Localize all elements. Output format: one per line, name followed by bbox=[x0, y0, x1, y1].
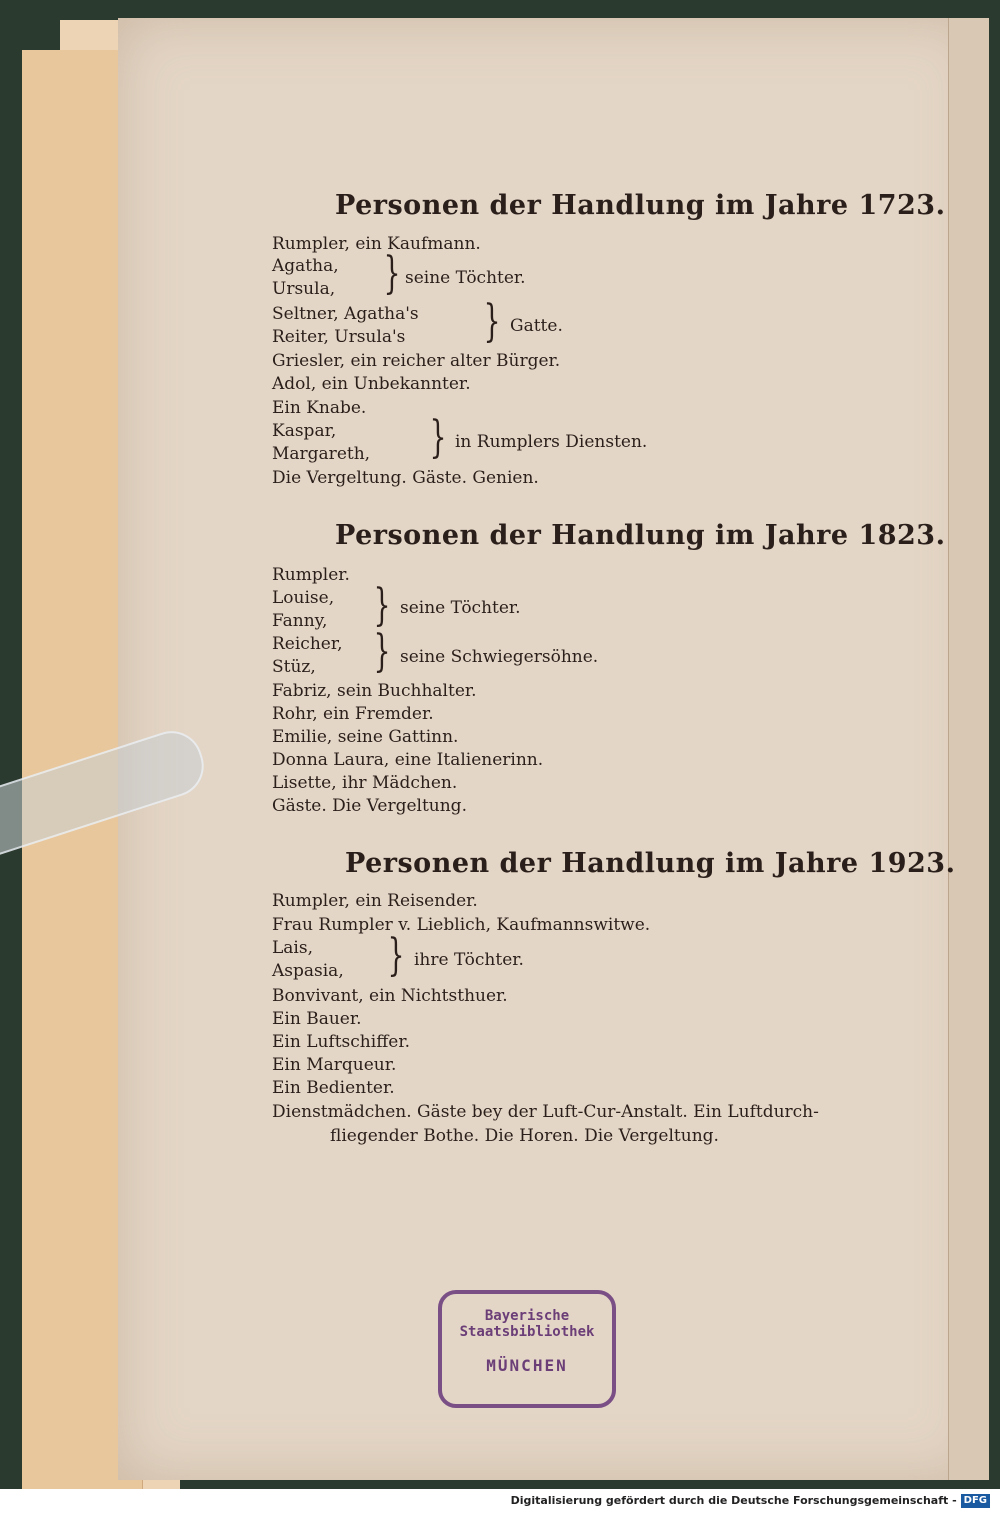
cast-line: Lais, bbox=[272, 938, 313, 958]
cast-line: Fabriz, sein Buchhalter. bbox=[272, 681, 477, 701]
brace: } bbox=[387, 930, 405, 981]
cast-line: Frau Rumpler v. Lieblich, Kaufmannswitwe. bbox=[272, 915, 651, 935]
cast-line: Gäste. Die Vergeltung. bbox=[272, 796, 467, 816]
cast-line: Seltner, Agatha's bbox=[272, 304, 419, 324]
cast-line: Ein Luftschiffer. bbox=[272, 1032, 410, 1052]
cast-line: Stüz, bbox=[272, 657, 316, 677]
cast-line: Kaspar, bbox=[272, 421, 337, 441]
book-page bbox=[118, 18, 980, 1480]
cast-line: Aspasia, bbox=[272, 961, 344, 981]
section-title-1923: Personen der Handlung im Jahre 1923. bbox=[345, 848, 956, 879]
section-title-1723: Personen der Handlung im Jahre 1723. bbox=[335, 190, 946, 221]
cast-line: Dienstmädchen. Gäste bey der Luft-Cur-Anstalt. Ein Luftdurch- bbox=[272, 1102, 819, 1122]
cast-line: Ein Bedienter. bbox=[272, 1078, 395, 1098]
brace: } bbox=[383, 248, 401, 299]
cast-line: Ein Knabe. bbox=[272, 398, 367, 418]
footer-text: Digitalisierung gefördert durch die Deutsche Forschungsgemeinschaft - bbox=[510, 1494, 957, 1507]
brace-label: ihre Töchter. bbox=[414, 950, 524, 970]
cast-line: Agatha, bbox=[272, 256, 339, 276]
cast-line: Rumpler. bbox=[272, 565, 350, 585]
brace: } bbox=[483, 296, 501, 347]
cast-line: Griesler, ein reicher alter Bürger. bbox=[272, 351, 561, 371]
cast-line: Rohr, ein Fremder. bbox=[272, 704, 434, 724]
brace-label: seine Töchter. bbox=[405, 268, 526, 288]
cast-line: Louise, bbox=[272, 588, 335, 608]
cast-line: fliegender Bothe. Die Horen. Die Vergeltung. bbox=[330, 1126, 719, 1146]
brace-label: Gatte. bbox=[510, 316, 563, 336]
section-title-1823: Personen der Handlung im Jahre 1823. bbox=[335, 520, 946, 551]
cast-line: Emilie, seine Gattinn. bbox=[272, 727, 459, 747]
page-edge bbox=[948, 18, 989, 1480]
brace: } bbox=[373, 626, 391, 677]
stamp-line: Staatsbibliothek bbox=[459, 1324, 595, 1340]
stamp-line: Bayerische bbox=[484, 1308, 570, 1324]
cast-line: Adol, ein Unbekannter. bbox=[272, 374, 471, 394]
cast-line: Ein Marqueur. bbox=[272, 1055, 397, 1075]
cast-line: Ein Bauer. bbox=[272, 1009, 362, 1029]
footer bbox=[0, 1489, 1000, 1513]
brace: } bbox=[429, 412, 447, 463]
cast-line: Reicher, bbox=[272, 634, 343, 654]
dfg-logo: DFG bbox=[961, 1494, 990, 1508]
cast-line: Margareth, bbox=[272, 444, 371, 464]
cast-line: Fanny, bbox=[272, 611, 328, 631]
library-stamp bbox=[438, 1290, 616, 1408]
cast-line: Reiter, Ursula's bbox=[272, 327, 406, 347]
cast-line: Lisette, ihr Mädchen. bbox=[272, 773, 458, 793]
brace-label: seine Schwiegersöhne. bbox=[400, 647, 599, 667]
brace-label: seine Töchter. bbox=[400, 598, 521, 618]
cast-line: Rumpler, ein Kaufmann. bbox=[272, 234, 481, 254]
cast-line: Rumpler, ein Reisender. bbox=[272, 891, 478, 911]
cast-line: Bonvivant, ein Nichtsthuer. bbox=[272, 986, 508, 1006]
brace-label: in Rumplers Diensten. bbox=[455, 432, 648, 452]
cast-line: Die Vergeltung. Gäste. Genien. bbox=[272, 468, 539, 488]
cast-line: Donna Laura, eine Italienerinn. bbox=[272, 750, 544, 770]
cast-line: Ursula, bbox=[272, 279, 336, 299]
stamp-line: MÜNCHEN bbox=[486, 1356, 568, 1375]
brace: } bbox=[373, 580, 391, 631]
